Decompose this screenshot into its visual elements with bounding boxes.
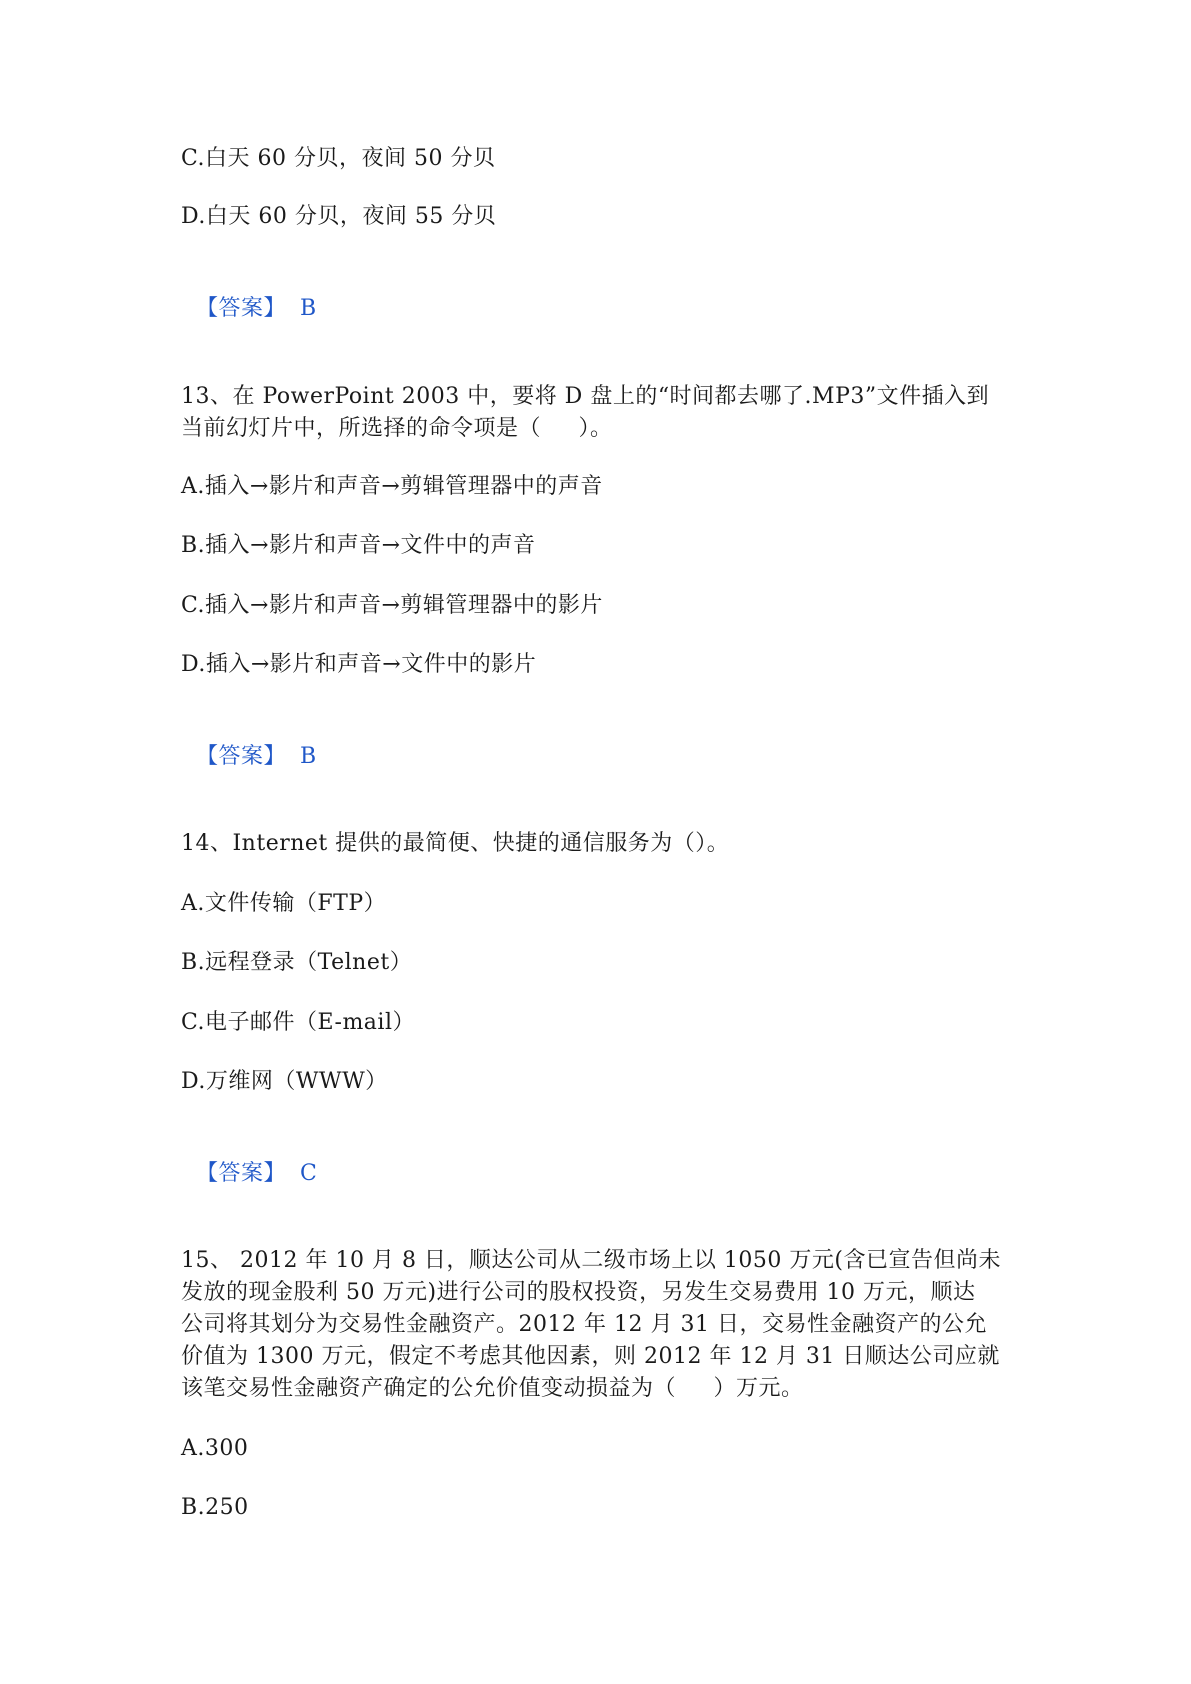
- q13-answer: [181, 709, 317, 773]
- q15-stem-line-4: 价值为 1300 万元，假定不考虑其他因素，则 2012 年 12 月 31 日顺达公司应就: [181, 1344, 1000, 1369]
- q14-answer: [181, 1126, 317, 1190]
- q15-stem-line-5: 该笔交易性金融资产确定的公允价值变动损益为（ ）万元。: [181, 1376, 804, 1401]
- q15-option-b: B.250: [181, 1495, 249, 1520]
- q13-stem-line-1: 13、在 PowerPoint 2003 中，要将 D 盘上的“时间都去哪了.MP3”文件插入到: [181, 384, 990, 409]
- answer-tag: 【答案】: [196, 296, 287, 321]
- q13-option-b: B.插入→影片和声音→文件中的声音: [181, 533, 536, 558]
- answer-value: B: [300, 744, 317, 769]
- q13-stem-line-2: 当前幻灯片中，所选择的命令项是（ ）。: [181, 416, 613, 441]
- q12-answer: [181, 261, 317, 325]
- q14-option-b: B.远程登录（Telnet）: [181, 950, 413, 975]
- q13-option-c: C.插入→影片和声音→剪辑管理器中的影片: [181, 593, 603, 618]
- answer-value: B: [300, 296, 317, 321]
- answer-tag: 【答案】: [196, 1161, 287, 1186]
- answer-value: C: [300, 1161, 318, 1186]
- q14-option-d: D.万维网（WWW）: [181, 1069, 388, 1094]
- q12-option-c: C.白天 60 分贝，夜间 50 分贝: [181, 146, 496, 171]
- q13-option-d: D.插入→影片和声音→文件中的影片: [181, 652, 537, 677]
- q14-option-a: A.文件传输（FTP）: [181, 891, 387, 916]
- q14-stem: 14、Internet 提供的最简便、快捷的通信服务为（）。: [181, 831, 730, 856]
- q14-option-c: C.电子邮件（E-mail）: [181, 1010, 415, 1035]
- q15-option-a: A.300: [181, 1436, 249, 1461]
- q15-stem-line-1: 15、 2012 年 10 月 8 日，顺达公司从二级市场上以 1050 万元(含已宣告但尚未: [181, 1248, 1001, 1273]
- q15-stem-line-2: 发放的现金股利 50 万元)进行公司的股权投资，另发生交易费用 10 万元，顺达: [181, 1280, 976, 1305]
- q12-option-d: D.白天 60 分贝，夜间 55 分贝: [181, 204, 497, 229]
- q13-option-a: A.插入→影片和声音→剪辑管理器中的声音: [181, 474, 603, 499]
- q15-stem-line-3: 公司将其划分为交易性金融资产。2012 年 12 月 31 日，交易性金融资产的公允: [181, 1312, 987, 1337]
- answer-tag: 【答案】: [196, 744, 287, 769]
